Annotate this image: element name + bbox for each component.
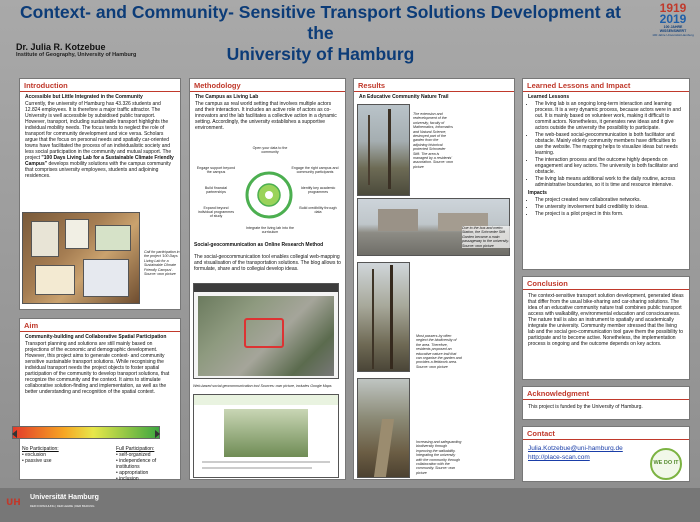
diagram-node: Expand beyond individual programmes of study [197,206,235,219]
methodology-sub-geocommunication: Social-geocommunication as Online Research Method [194,242,324,248]
full-part-item-1: self-organized [119,452,151,458]
full-participation-list [116,446,178,482]
title-line-1: Context- and Community- Sensitive Transport Solutions Development at the [20,2,621,43]
diagram-node: Identify key academic programmes [300,186,336,195]
methodology-text-geocommunication: The social-geocommunication tool enables collegial web-mapping and visualisation of the transportation solutions. The blog allows to formulate, share and to collegial develop ideas. [194,254,341,272]
badge-text: WE DO IT [653,460,679,466]
logo-text-3: 100 Jahre Universität Hamburg [652,33,694,37]
uhh-sub: DER FORSCHUNG | DER LEHRE | DER BILDUNG [30,504,95,508]
intro-text-a: Currently, the university of Hamburg has 43.326 students and 12.824 employees. It is therefore a major traffic attractor. The University is well accessible by subsidised public transport. However, transport, including sustainable transport highlights the individual mobility needs. The focus tends to neglect the role of transport for community development and vice versa. Scholars argue that the focus on personal needs and spatially car-oriented towns have facilitated the process of an individualistic society and less social participation in the community and mutual support. The project [25,101,172,161]
lesson-item: • The living lab is an ongoing long-term interaction and learning process. It is a very dynamic process, because actors were in and out. It is mainly based on volunteer work, making it difficult to commit actors. Nonetheless, it generates new ideas and it give actors outside the university the possibility to participate. [535,101,684,131]
lesson-item: • The living lab means additional work to the daily routine, across administrative boundaries, so it is time and resource intensive. [535,176,684,188]
impacts-list [535,197,684,217]
diagram-node: Engage the right campus and community participants [291,166,339,175]
anniversary-logo [650,3,696,47]
acknowledgment-heading: Acknowledgment [523,387,689,400]
path-caption: Increasing and safeguarding biodiversity through improving the walkability. Integrating the university with the community through collaboration with the community. Source: own picture [416,440,462,475]
trees-photo [357,262,410,372]
contact-website-link[interactable]: http://place-scan.com [528,454,590,461]
logo-text-2: WISSENSWERT [659,29,687,33]
contact-email-link[interactable]: Julia.Kotzebue@uni-hamburg.de [528,445,623,452]
diagram-node: Integrate the living lab into the curriculum [246,226,294,235]
trees-caption: Most passers-by often neglect the biodiversity of the area. Therefore, residents proposed an educative nature trail that can organise the garden and provides a fieldwork area. Source: own picture [416,334,462,369]
introduction-heading: Introduction [20,79,180,92]
lessons-heading: Learned Lessons and Impact [523,79,689,92]
university-logo [6,492,99,510]
no-participation-list [22,446,59,464]
uhh-name: Universität Hamburg [30,494,99,501]
webmap-caption: Web-based social geocommunication tool Sources: own picture, includes Google Maps [193,384,332,388]
results-subheading: An Educative Community Nature Trail [359,94,449,100]
uhh-mark: UH [6,498,21,508]
full-participation-item: • inclusion [116,476,139,482]
introduction-caption: Call for participation in the project '100 Days Living Lab for a Sustainable Climate Friendly Campus'. Source: own picture [144,250,180,277]
author-name: Dr. Julia R. Kotzebue [16,42,106,52]
participation-gradient-bar [12,426,160,439]
no-participation-label: No Participation: [22,446,59,452]
title-line-2: University of Hamburg [226,44,415,64]
bulletin-board-photo [22,212,140,304]
garden-caption: The extension and redevelopment of the university, faculty of Mathematics, Informatics and Natural Science, destroyed part of the garden from the adjoining historical protected Schroeder Stift. The area is managed by a residents' association. Source: own picture [413,112,453,169]
impact-item: • The project is a pilot project in this form. [535,211,684,217]
we-do-it-badge [650,448,682,480]
introduction-subheading: Accessible but Little Integrated in the Community [25,94,143,100]
diagram-node: Engage support beyond the campus [196,166,236,175]
webmap-screenshot [193,283,339,379]
footer-bar [0,488,700,522]
diagram-node: Open your data to the community [252,146,288,155]
methodology-sub-living-lab: The Campus as Living Lab [195,94,259,100]
diagram-node: Build financial partnerships [204,186,228,195]
aim-heading: Aim [20,319,180,332]
results-heading: Results [354,79,514,92]
lesson-item: • The interaction process and the outcome highly depends on engagement and key actors. The university is both facilitator and obstacle. [535,157,684,175]
no-participation-item: • passive use [22,458,52,464]
contact-heading: Contact [523,427,689,440]
aim-text: Transport planning and solutions are still mainly based on projections of the economic and demographic development. However, this project aims to generate context- and community sensitive sustainable transport solutions. While recognising the individual transport needs the project objects to foster spatial participation of the community to develop transport solutions, that recognize the community and the context. It aims to stimulate collaborative solution-finding and implementation, as well as the better understanding and recognition of the spatial context. [25,341,170,395]
full-part-item-4: inclusion [119,476,139,482]
no-participation-item: • exclusion [22,452,46,458]
full-part-item-2: independence of institutions [116,458,157,470]
aim-subheading: Community-building and Collaborative Spatial Participation [25,334,167,340]
conclusion-heading: Conclusion [523,277,689,290]
no-part-item-2: passive use [25,458,52,464]
no-part-item-1: exclusion [25,452,46,458]
conclusion-text: The context-sensitive transport solution development, generated ideas that differ from the usual bike-sharing and car-sharing solutions. The idea of an educative community nature trail combines public transport access with walkability, environmental education and consciousness. The nature trail is also an instrument to spatially and academically integrate the university. Community member stressed that the living lab and the social geo-communication tool gave them the possibility to participate and to become active. Nonetheless, the implementation process is ongoing and the outcome depends on key actors. [528,293,684,347]
acknowledgment-panel [522,386,690,420]
full-participation-label: Full Participation: [116,446,155,452]
methodology-heading: Methodology [190,79,345,92]
impact-item: • The project created new collaborative networks. [535,197,684,203]
impacts-subheading: Impacts [528,190,547,196]
logo-text-1: 100 JAHRE [663,25,683,29]
full-participation-item: • independence of institutions [116,458,157,470]
garden-photo [357,104,410,196]
blog-screenshot [193,394,339,478]
diagram-node: Build credibility through data [299,206,337,215]
street-caption: Due to the bus and metro Station, the Schroeder Stift Garden became a main passageway to the university. Source: own picture [462,226,509,248]
methodology-text-living-lab: The campus as real world setting that involves multiple actors and their interaction. It includes an active role of actors as co-innovators and the lab facilitates a collective action in a dynamic setting. Accordingly, the university establishes a supportive environment. [195,101,337,131]
impact-item: • The university involvement build credibility to ideas. [535,204,684,210]
full-participation-item: • self-organized [116,452,151,458]
lessons-subheading: Learned Lessons [528,94,570,100]
author-affiliation: Institute of Geography, University of Hamburg [16,52,137,58]
full-participation-item: • appropriation [116,470,149,476]
lesson-item: • The web-based social-geocommunication is both facilitator and obstacle. Mainly elderly community members have difficulties to use the website. The mapping helps to visualize ideas but needs learning. [535,132,684,156]
intro-text-b: develops mobility solutions with the campus community that comprises university employees, students and adjoining residences. [25,161,172,179]
conclusion-panel [522,276,690,380]
lessons-panel [522,78,690,270]
lessons-list [535,101,684,188]
acknowledgment-text: This project is funded by the University of Hamburg. [528,404,643,410]
logo-year-end: 2019 [659,12,687,26]
logo-year-start: 1919 [659,1,687,15]
path-photo [357,378,410,478]
introduction-text [25,101,175,179]
full-part-item-3: appropriation [119,470,149,476]
intro-text-bold: "100 Days Living Lab for a Sustainable Climate Friendly Campus" [25,155,174,167]
